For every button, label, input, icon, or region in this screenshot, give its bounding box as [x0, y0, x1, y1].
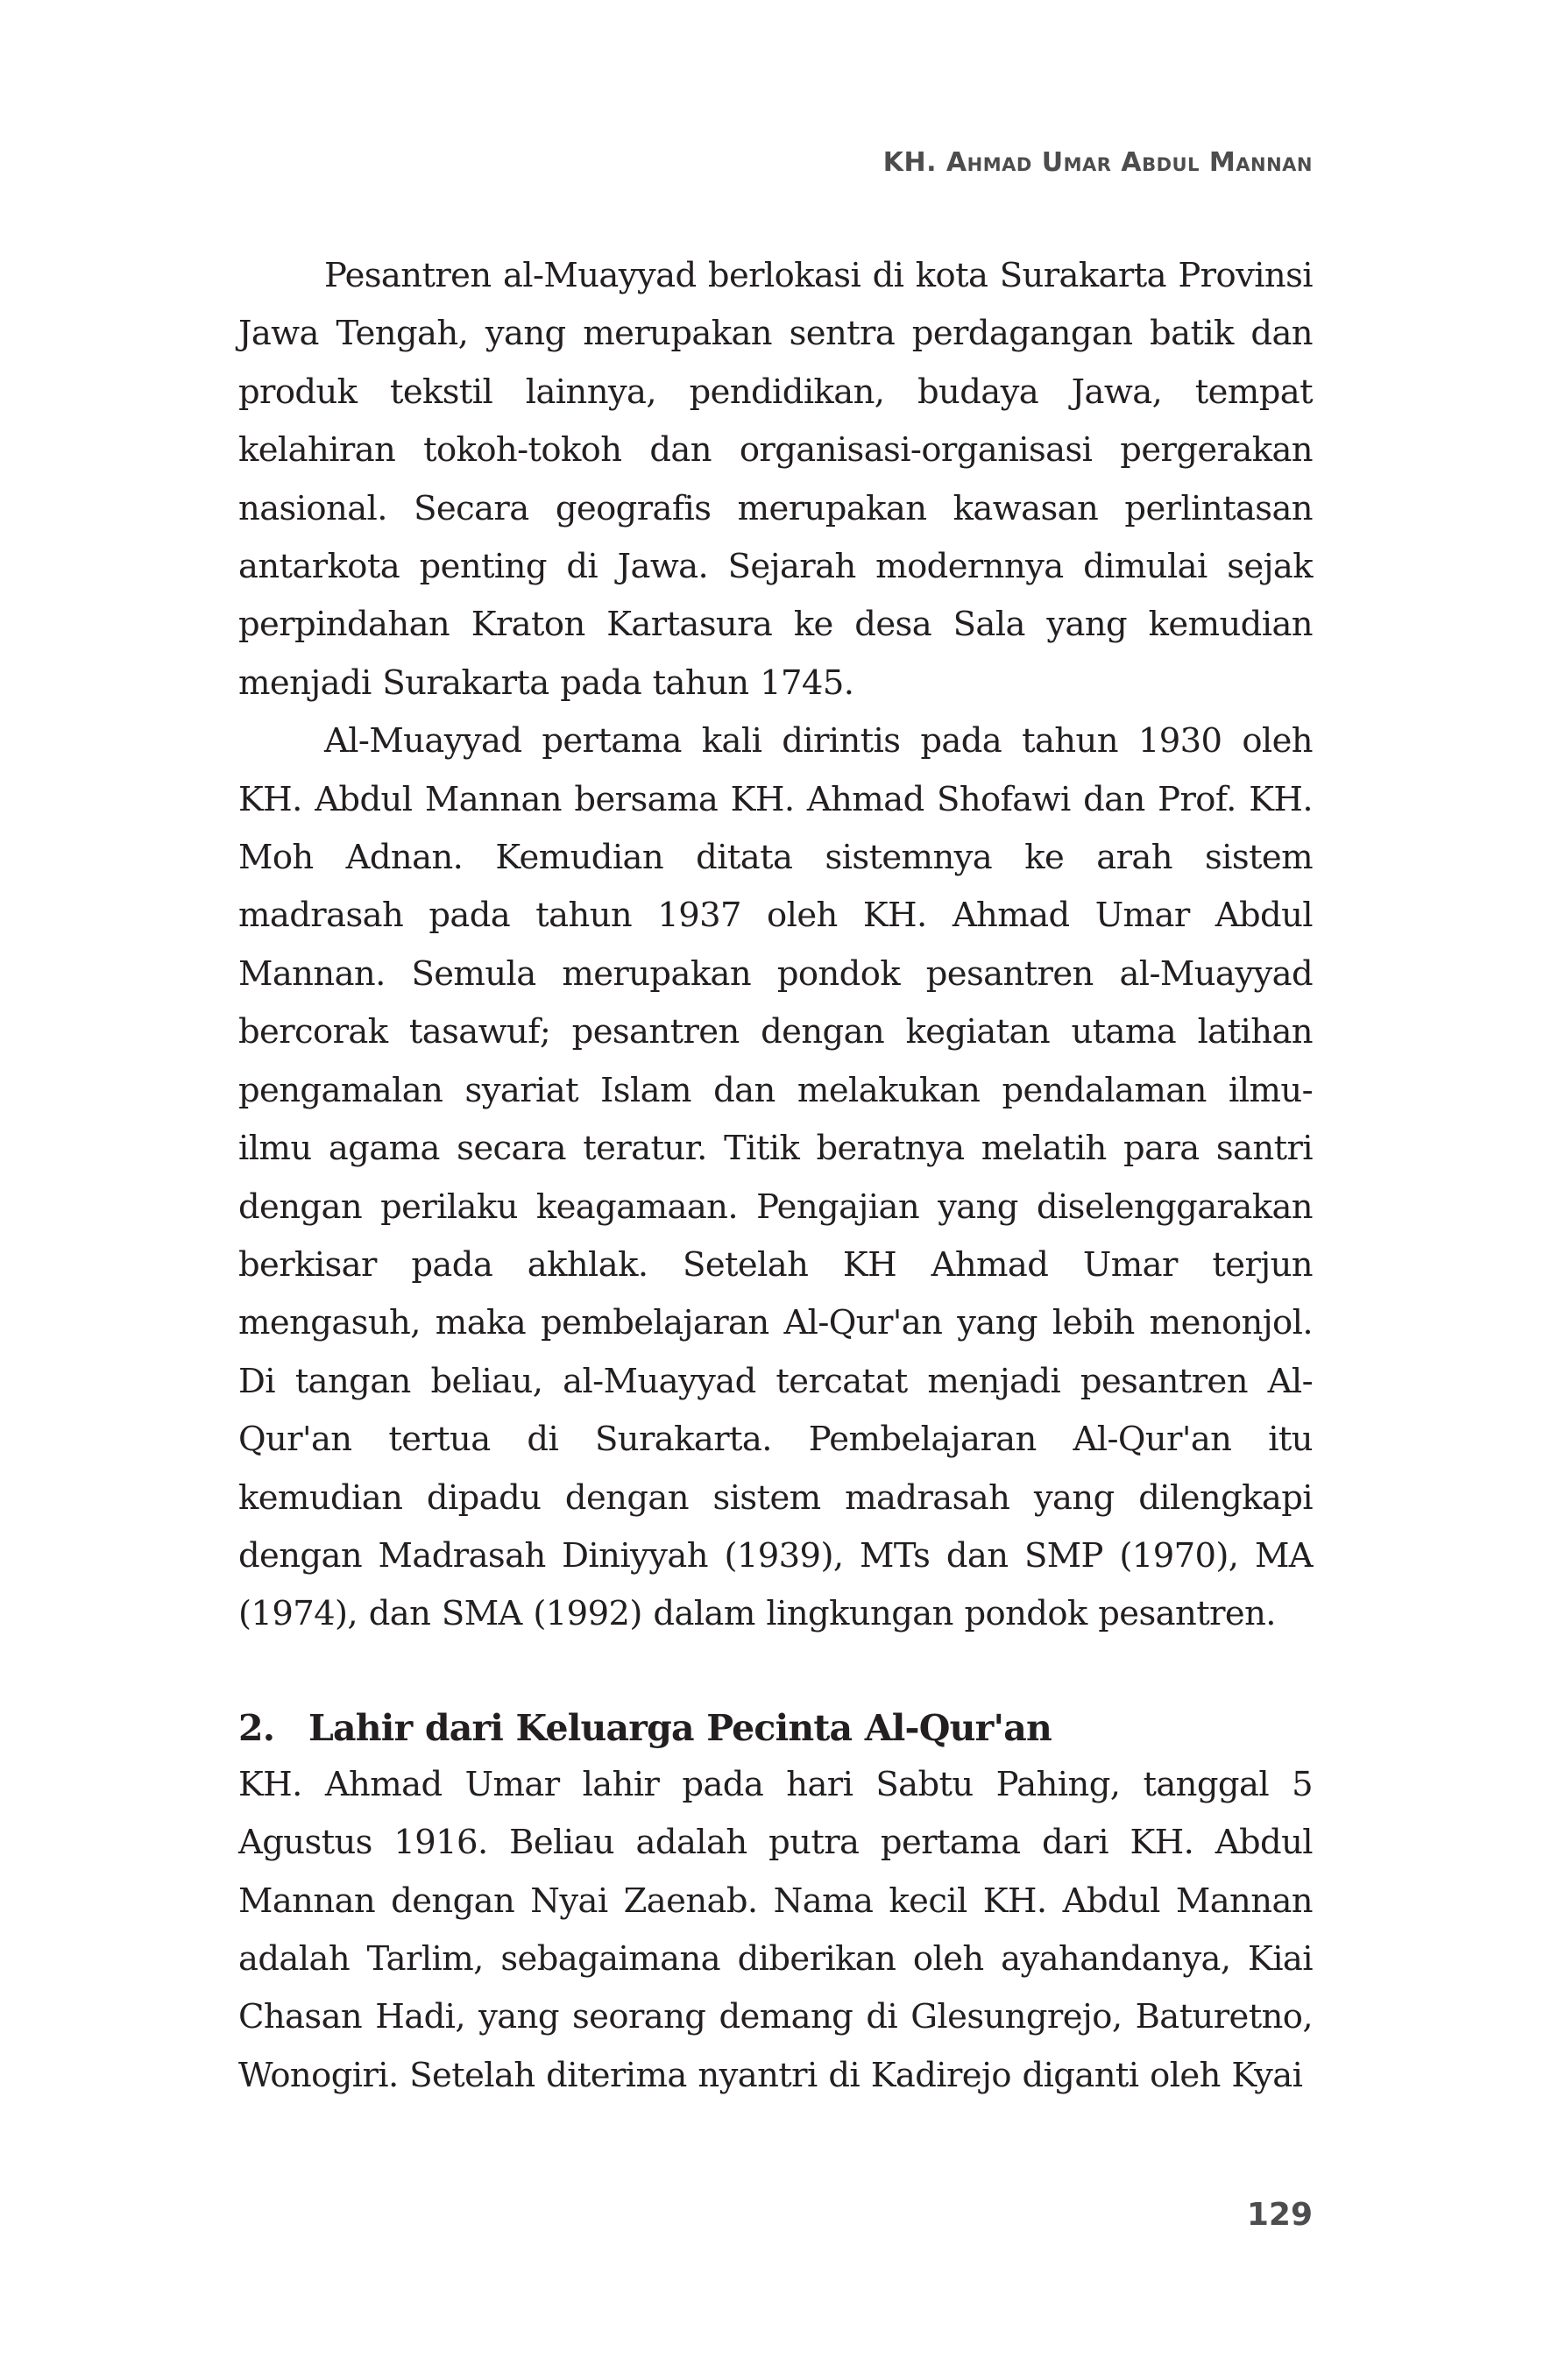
paragraph-2: Al-Muayyad pertama kali dirintis pada tahun 1930 oleh KH. Abdul Mannan bersama KH. Ahmad Shofawi dan Prof. KH. Moh Adnan. Kemudian ditata sistemnya ke arah sistem madrasah pada tahun 1937 oleh KH. Ahmad Umar Abdul Mannan. Semula merupakan pondok pesantren al-Muayyad bercorak tasawuf; pesantren dengan kegiatan utama latihan pengamalan syariat Islam dan melakukan pendalaman ilmu-ilmu agama secara teratur. Titik beratnya melatih para santri dengan perilaku keagamaan. Pengajian yang diselenggarakan berkisar pada akhlak. Setelah KH Ahmad Umar terjun mengasuh, maka pembelajaran Al-Qur'an yang lebih menonjol. Di tangan beliau, al-Muayyad tercatat menjadi pesantren Al-Qur'an tertua di Surakarta. Pembelajaran Al-Qur'an itu kemudian dipadu dengan sistem madrasah yang dilengkapi dengan Madrasah Diniyyah (1939), MTs dan SMP (1970), MA (1974), dan SMA (1992) dalam lingkungan pondok pesantren.	[238, 721, 1313, 1634]
paragraph-1: Pesantren al-Muayyad berlokasi di kota Surakarta Provinsi Jawa Tengah, yang merupakan sentra perdagangan batik dan produk tekstil lainnya, pendidikan, budaya Jawa, tempat kelahiran tokoh-tokoh dan organisasi-organisasi pergerakan nasional. Secara geografis merupakan kawasan perlintasan antarkota penting di Jawa. Sejarah modernnya dimulai sejak perpindahan Kraton Kartasura ke desa Sala yang kemudian menjadi Surakarta pada tahun 1745.	[238, 256, 1313, 703]
running-header: KH. Ahmad Umar Abdul Mannan	[882, 147, 1313, 178]
body-text	[238, 247, 1313, 2105]
page-number: 129	[1246, 2197, 1313, 2233]
section-number: 2.	[238, 1706, 275, 1749]
section-heading	[238, 1704, 1313, 1753]
section-paragraph: KH. Ahmad Umar lahir pada hari Sabtu Pahing, tanggal 5 Agustus 1916. Beliau adalah putra pertama dari KH. Abdul Mannan dengan Nyai Zaenab. Nama kecil KH. Abdul Mannan adalah Tarlim, sebagaimana diberikan oleh ayahandanya, Kiai Chasan Hadi, yang seorang demang di Glesungrejo, Baturetno, Wonogiri. Setelah diterima nyantri di Kadirejo diganti oleh Kyai	[238, 1764, 1313, 2095]
section-title: Lahir dari Keluarga Pecinta Al-Qur'an	[308, 1706, 1052, 1749]
